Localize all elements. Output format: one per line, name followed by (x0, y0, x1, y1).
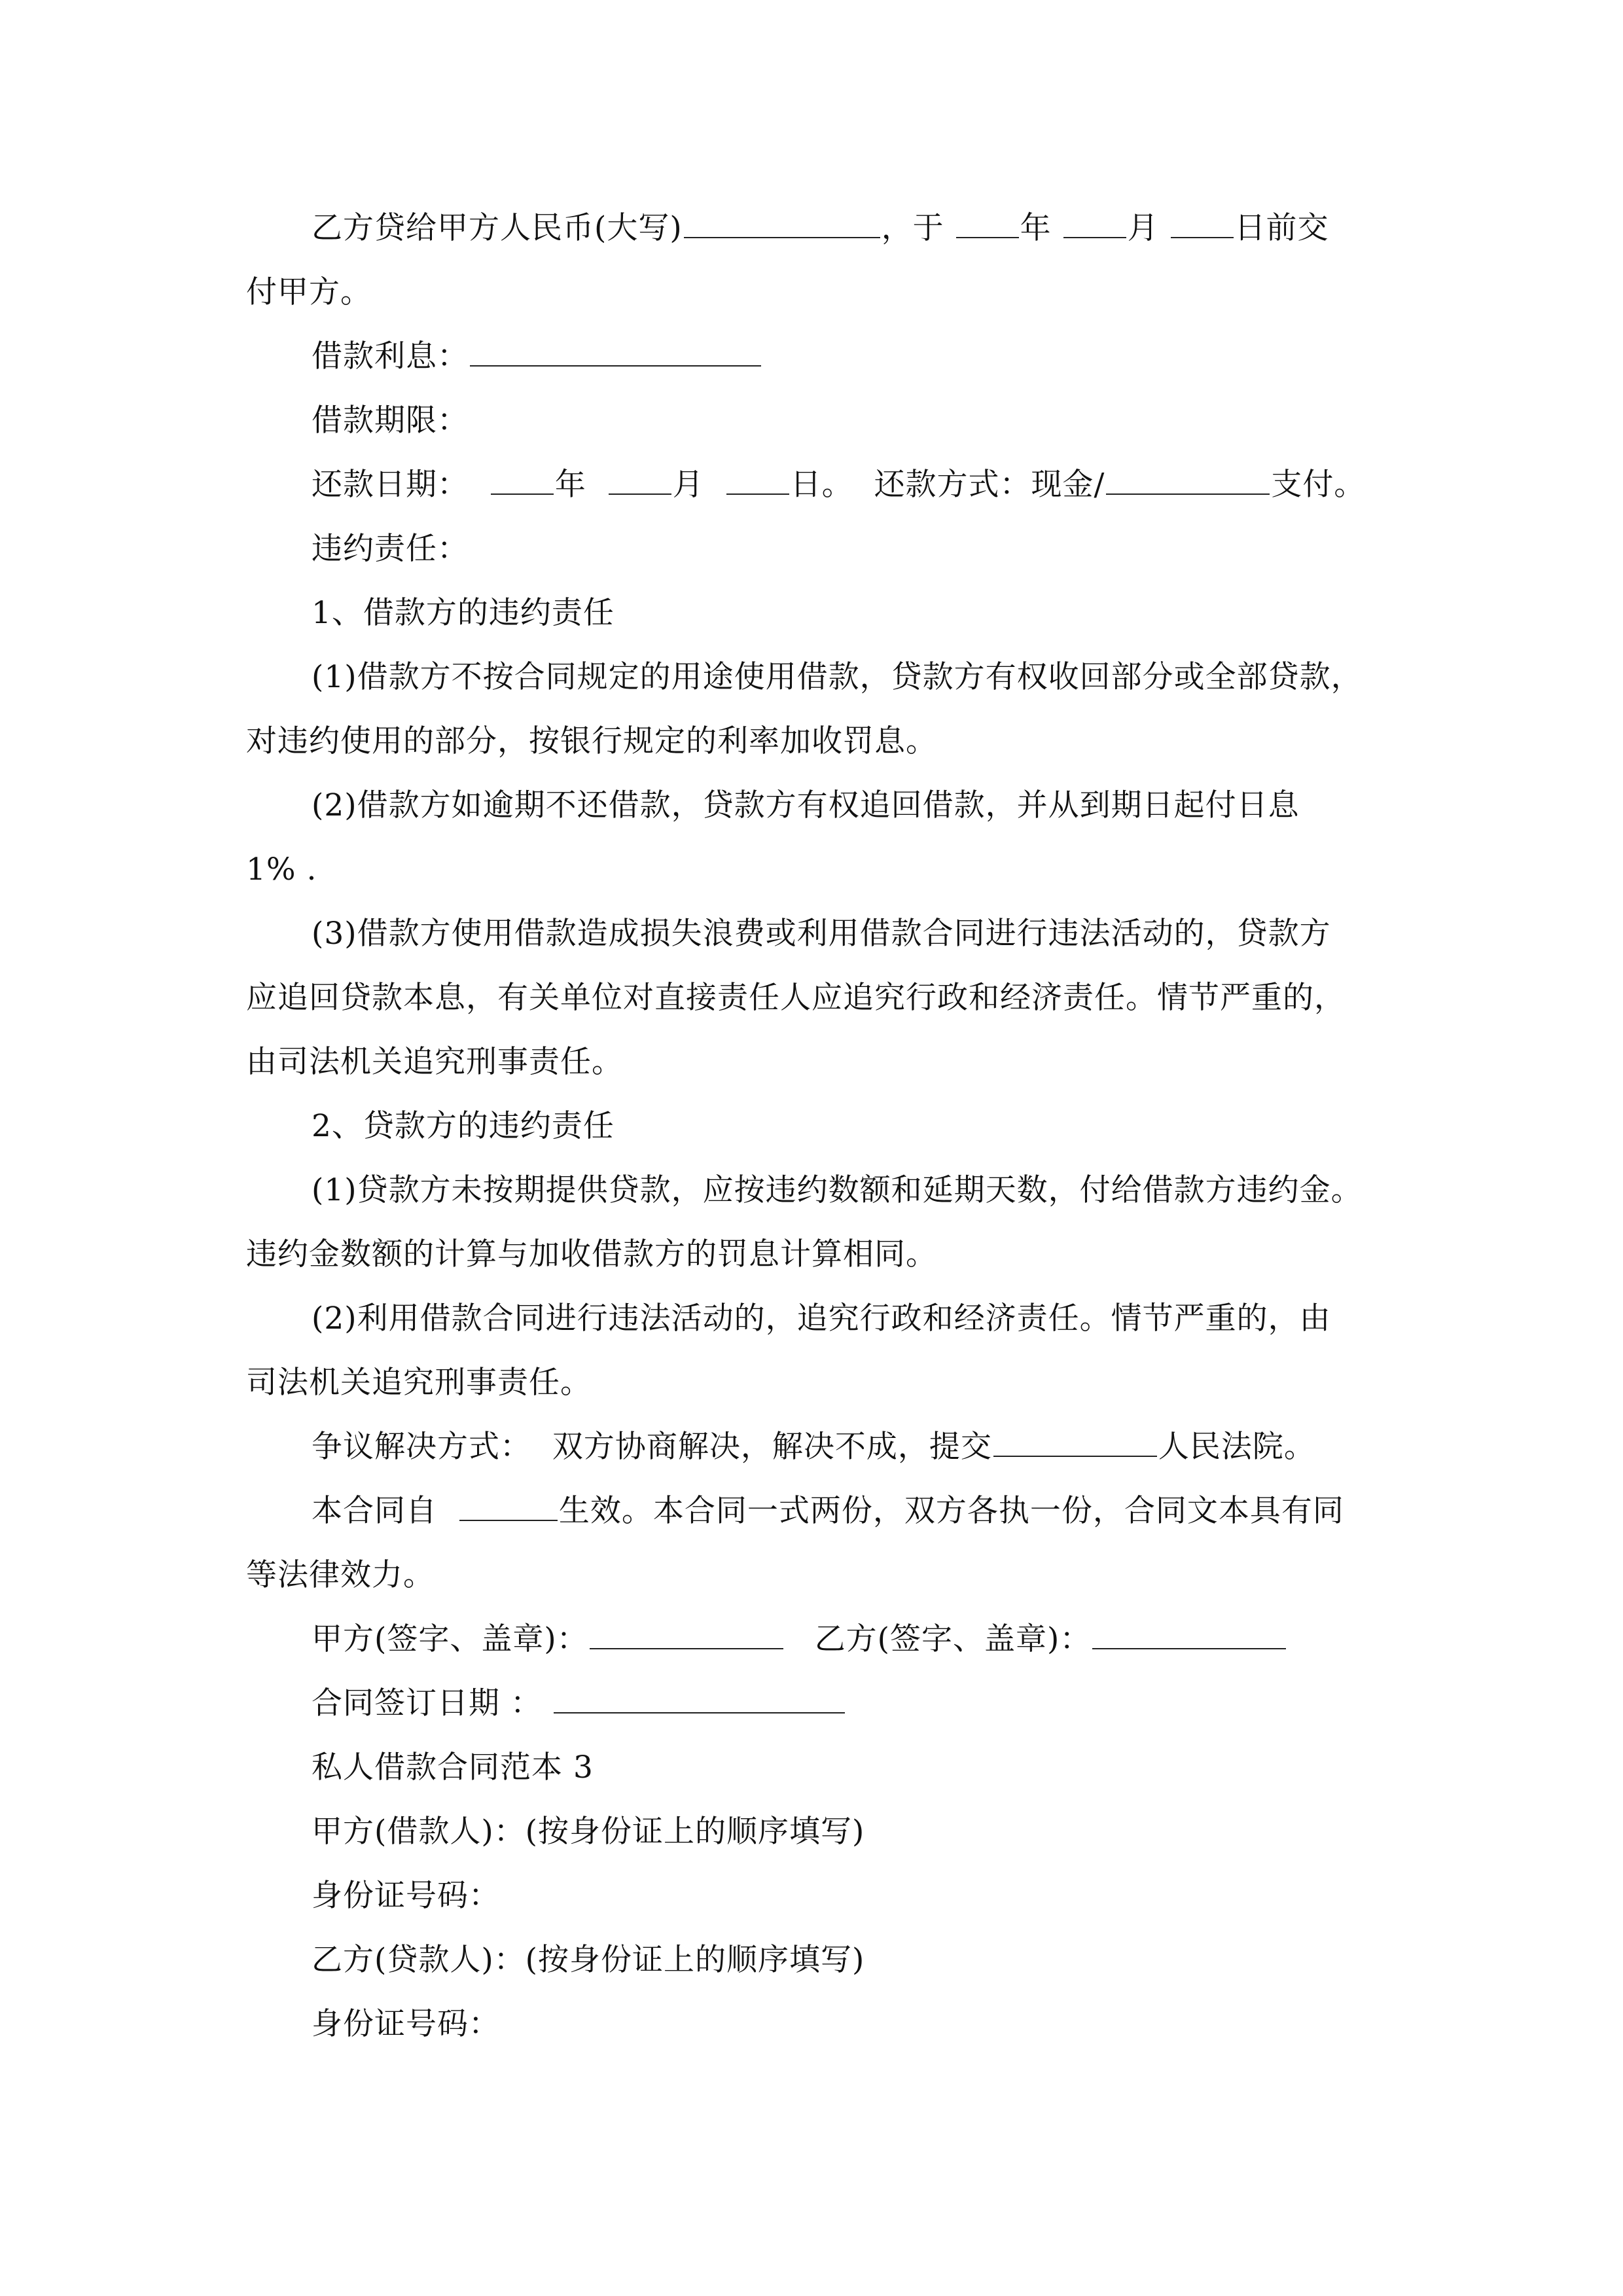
dispute-label: 争议解决方式： (312, 1429, 531, 1465)
court-suffix: 人民法院。 (1158, 1429, 1315, 1465)
dispute-text: 双方协商解决，解决不成，提交 (552, 1429, 992, 1465)
text-line: (1)借款方不按合同规定的用途使用借款，贷款方有权收回部分或全部贷款， (312, 659, 1363, 695)
party-b-id-line: 身份证号码： (312, 2006, 500, 2042)
repay-date-label: 还款日期： (312, 467, 469, 503)
text-line: 1% . (246, 852, 317, 888)
term-line: 借款期限： (312, 403, 469, 439)
day-label: 日前交 (1234, 210, 1329, 246)
loan-amount-line (246, 196, 1398, 260)
interest-label: 借款利息： (312, 338, 469, 374)
text-line: (2)利用借款合同进行违法活动的，追究行政和经济责任。情节严重的，由 (312, 1300, 1331, 1336)
repay-year-blank[interactable] (491, 469, 554, 495)
repay-month-blank[interactable] (609, 469, 671, 495)
template-title: 私人借款合同范本 3 (312, 1749, 594, 1785)
party-b-signature-blank[interactable] (1092, 1623, 1286, 1649)
section-heading: 违约责任： (312, 531, 469, 567)
month-label: 月 (1127, 210, 1159, 246)
effective-label: 本合同自 (312, 1493, 437, 1529)
day-blank[interactable] (1171, 212, 1234, 238)
text-line: 对违约使用的部分，按银行规定的利率加收罚息。 (246, 723, 937, 759)
text-line: 由司法机关追究刑事责任。 (246, 1044, 623, 1080)
repay-method-label: 还款方式：现金/ (874, 467, 1105, 503)
text-line: (1)贷款方未按期提供贷款，应按违约数额和延期天数，付给借款方违约金。 (312, 1172, 1363, 1208)
interest-blank[interactable] (470, 340, 761, 367)
text-line: 司法机关追究刑事责任。 (246, 1365, 592, 1401)
party-b-line: 乙方(贷款人)：(按身份证上的顺序填写) (312, 1942, 865, 1978)
month-blank[interactable] (1063, 212, 1126, 238)
party-a-signature-blank[interactable] (590, 1623, 783, 1649)
repayment-line (246, 453, 1398, 517)
sign-date-blank[interactable] (554, 1687, 845, 1713)
party-a-id-line: 身份证号码： (312, 1878, 500, 1914)
repay-method-blank[interactable] (1106, 469, 1270, 495)
text-line: (3)借款方使用借款造成损失浪费或利用借款合同进行违法活动的，贷款方 (312, 916, 1331, 952)
dispute-line (246, 1415, 1398, 1479)
text-line: 违约金数额的计算与加收借款方的罚息计算相同。 (246, 1236, 937, 1272)
court-blank[interactable] (993, 1431, 1157, 1457)
signature-line (246, 1607, 1398, 1672)
effective-text: 生效。本合同一式两份，双方各执一份，合同文本具有同 (558, 1493, 1344, 1529)
party-a-signature-label: 甲方(签字、盖章)： (312, 1621, 588, 1657)
text-line: 等法律效力。 (246, 1557, 435, 1593)
repay-year-label: 年 (554, 467, 586, 503)
loan-date-prefix: ，于 (881, 210, 944, 246)
repay-day-label: 日。 (790, 467, 853, 503)
subsection-heading: 1、借款方的违约责任 (312, 595, 615, 631)
repay-day-blank[interactable] (726, 469, 789, 495)
party-a-line: 甲方(借款人)：(按身份证上的顺序填写) (312, 1814, 865, 1850)
loan-amount-label: 乙方贷给甲方人民币(大写) (312, 210, 683, 246)
year-blank[interactable] (956, 212, 1019, 238)
text-line: 应追回贷款本息，有关单位对直接责任人应追究行政和经济责任。情节严重的， (246, 980, 1346, 1016)
effective-blank[interactable] (459, 1495, 558, 1521)
party-b-signature-label: 乙方(签字、盖章)： (814, 1621, 1092, 1657)
effective-line (246, 1479, 1398, 1543)
sign-date-label: 合同签订日期 ： (312, 1685, 542, 1721)
text-line: 付甲方。 (246, 274, 372, 310)
interest-line (246, 325, 1398, 389)
subsection-heading: 2、贷款方的违约责任 (312, 1108, 615, 1144)
amount-blank[interactable] (684, 212, 880, 238)
repay-month-label: 月 (672, 467, 704, 503)
text-line: (2)借款方如逾期不还借款，贷款方有权追回借款，并从到期日起付日息 (312, 787, 1300, 823)
contract-body (246, 196, 1398, 2056)
repay-method-suffix: 支付。 (1271, 467, 1366, 503)
sign-date-line (246, 1672, 1398, 1736)
year-label: 年 (1020, 210, 1052, 246)
